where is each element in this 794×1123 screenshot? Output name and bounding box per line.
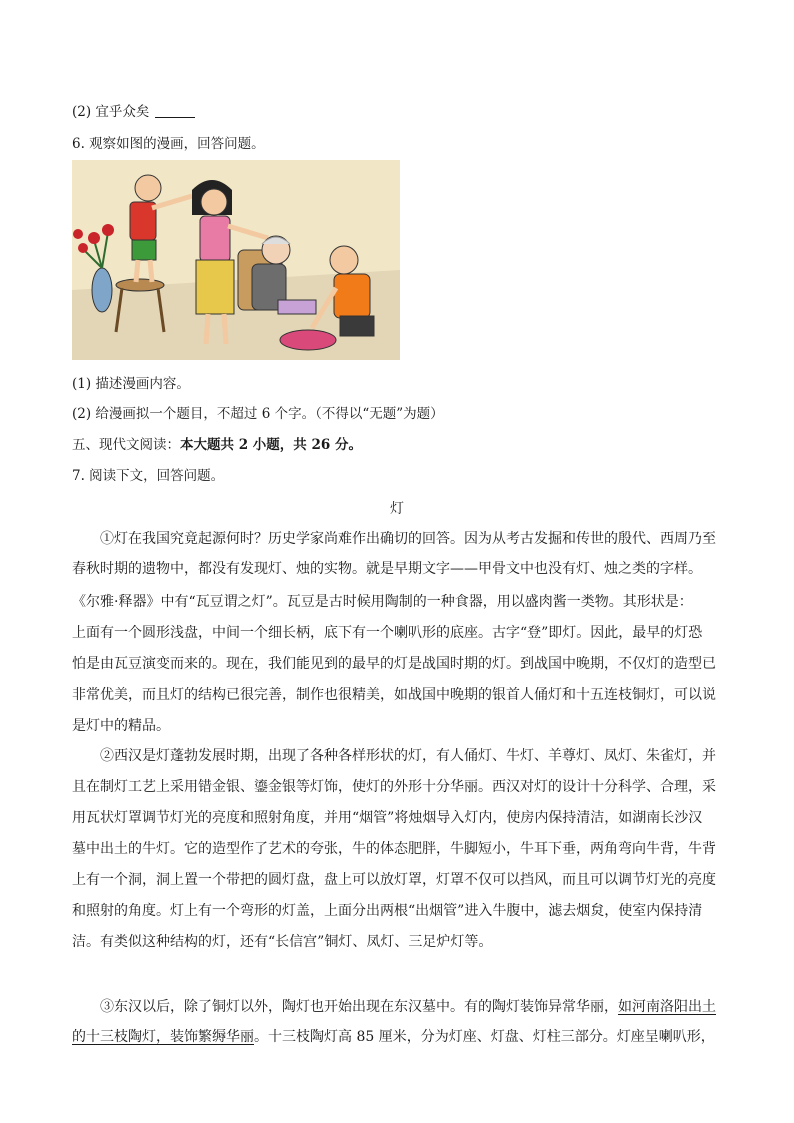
article-line: 且在制灯工艺上采用错金银、鎏金银等灯饰，使灯的外形十分华丽。西汉对灯的设计十分科学、合理，采	[72, 779, 716, 795]
wash-basin	[280, 330, 336, 350]
article-line: 是灯中的精品。	[72, 718, 170, 734]
article-line: 《尔雅·释器》中有“瓦豆谓之灯”。瓦豆是古时候用陶制的一种食器，用以盛肉酱一类物。其形状是：	[72, 594, 693, 610]
article-line: 的十三枝陶灯，装饰繁缛华丽。十三枝陶灯高 85 厘米，分为灯座、灯盘、灯柱三部分。灯座呈喇叭形，	[72, 1029, 715, 1045]
question-5-2: (2) 宜乎众矣	[72, 102, 195, 122]
article-line: 洁。有类似这种结构的灯，还有“长信宫”铜灯、凤灯、三足炉灯等。	[72, 934, 493, 950]
article-line: ①灯在我国究竟起源何时？历史学家尚难作出确切的回答。因为从考古发掘和传世的殷代、西周乃至	[72, 531, 716, 547]
article-line: 怕是由瓦豆演变而来的。现在，我们能见到的最早的灯是战国时期的灯。到战国中晚期，不仅灯的造型已	[72, 656, 716, 672]
article-line: 非常优美，而且灯的结构已很完善，制作也很精美，如战国中晚期的银首人俑灯和十五连枝铜灯，可以说	[72, 687, 716, 703]
article-line: 上有一个洞，洞上置一个带把的圆灯盘，盘上可以放灯罩，灯罩不仅可以挡风，而且可以调节灯光的亮度	[72, 872, 716, 888]
article-line: 用瓦状灯罩调节灯光的亮度和照射角度，并用“烟管”将烛烟导入灯内，使房内保持清洁，如湖南长沙汉	[72, 810, 703, 826]
article-line: 和照射的角度。灯上有一个弯形的灯盖，上面分出两根“出烟管”进入牛腹中，滤去烟炱，使室内保持清	[72, 903, 703, 919]
question-6-prompt: 6. 观察如图的漫画，回答问题。	[72, 136, 265, 152]
article-line: ②西汉是灯蓬勃发展时期，出现了各种各样形状的灯，有人俑灯、牛灯、羊尊灯、凤灯、朱雀灯，并	[72, 748, 716, 764]
cartoon-image	[72, 160, 400, 360]
article-line: 春秋时期的遗物中，都没有发现灯、烛的实物。就是早期文字——甲骨文中也没有灯、烛之类的字样。	[72, 561, 702, 577]
article-line: ③东汉以后，除了铜灯以外，陶灯也开始出现在东汉墓中。有的陶灯装饰异常华丽，如河南洛阳出土	[72, 999, 716, 1015]
section-5-heading: 五、现代文阅读：本大题共 2 小题，共 26 分。	[72, 437, 362, 453]
answer-blank	[155, 117, 195, 118]
article-line: 上面有一个圆形浅盘，中间一个细长柄，底下有一个喇叭形的底座。古字“登”即灯。因此，最早的灯恐	[72, 625, 703, 641]
question-6-sub1: (1) 描述漫画内容。	[72, 376, 190, 392]
article-line: 墓中出土的牛灯。它的造型作了艺术的夸张，牛的体态肥胖，牛脚短小，牛耳下垂，两角弯向牛背，牛背	[72, 841, 716, 857]
question-7-prompt: 7. 阅读下文，回答问题。	[72, 468, 225, 484]
question-6-sub2: (2) 给漫画拟一个题目，不超过 6 个字。（不得以“无题”为题）	[72, 406, 444, 422]
article-title: 灯	[390, 501, 404, 517]
